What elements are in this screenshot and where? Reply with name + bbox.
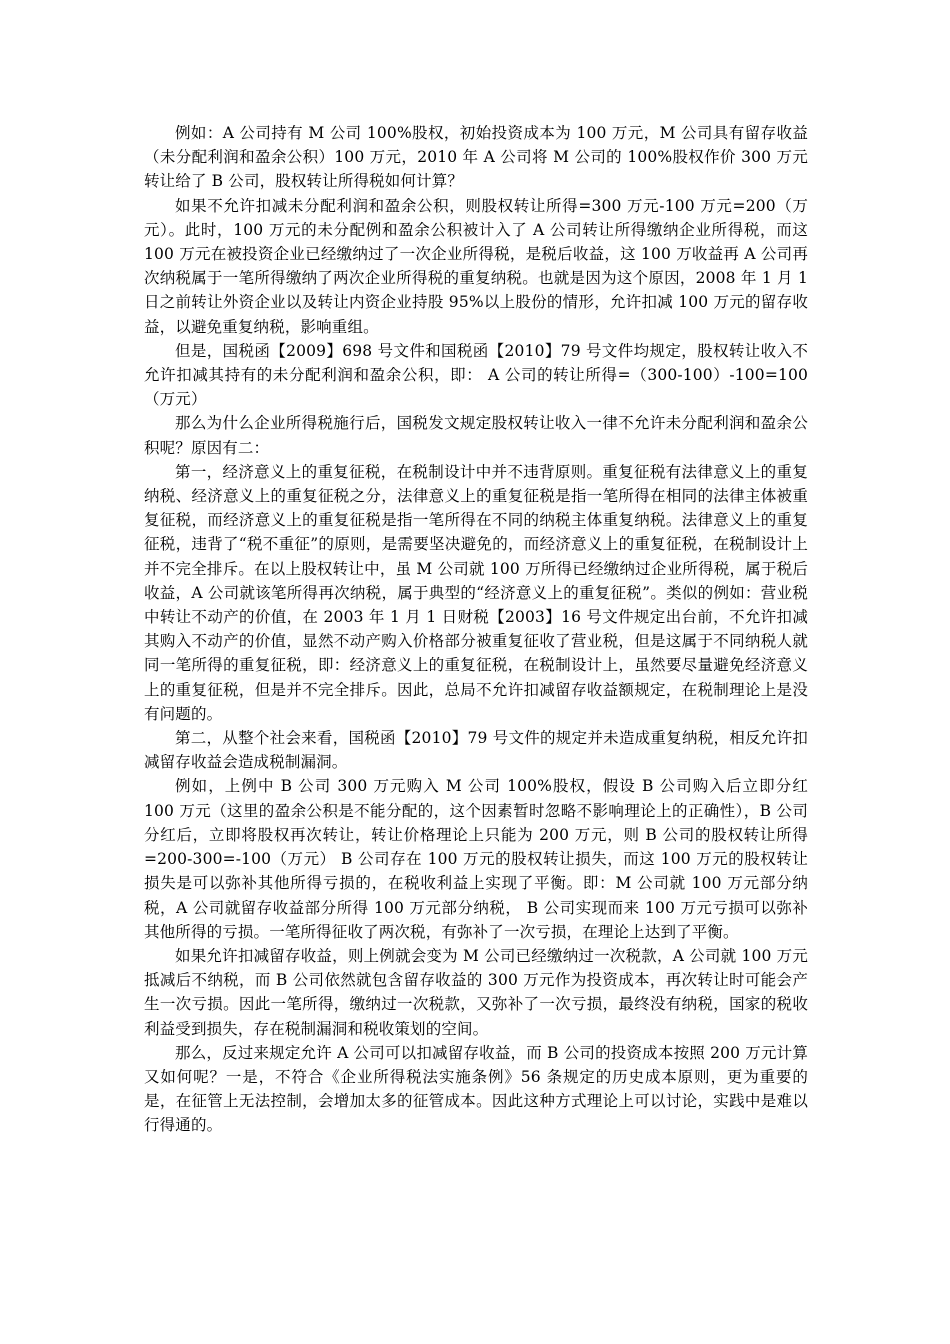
paragraph-reason-one: 第一，经济意义上的重复征税，在税制设计中并不违背原则。重复征税有法律意义上的重复纳税、经济意义上的重复征税之分，法律意义上的重复征税是指一笔所得在相同的法律主体被重复征税，而经济意义上的重复征税是指一笔所得在不同的纳税主体重复纳税。法律意义上的重复征税，违背了“税不重征”的原则，是需要坚决避免的，而经济意义上的重复征税，在税制设计上并不完全排斥。在以上股权转让中，虽 M 公司就 100 万所得已经缴纳过企业所得税，属于税后收益，A 公司就该笔所得再次纳税，属于典型的“经济意义上的重复征税”。类似的例如：营业税中转让不动产的价值，在 2003 年 1 月 1 日财税【2003】16 号文件规定出台前，不允许扣减其购入不动产的价值，显然不动产购入价格部分被重复征收了营业税，但是这属于不同纳税人就同一笔所得的重复征税，即：经济意义上的重复征税，在税制设计上，虽然要尽量避免经济意义上的重复征税，但是并不完全排斥。因此，总局不允许扣减留存收益额规定，在税制理论上是没有问题的。 [144, 462, 808, 723]
paragraph-conclusion: 那么，反过来规定允许 A 公司可以扣减留存收益，而 B 公司的投资成本按照 200 万元计算又如何呢？一是，不符合《企业所得税法实施条例》56 条规定的历史成本原则，更为重要的是，在征管上无法控制，会增加太多的征管成本。因此这种方式理论上可以讨论，实践中是难以行得通的。 [144, 1043, 808, 1135]
document-body [144, 121, 808, 1138]
paragraph-question: 那么为什么企业所得税施行后，国税发文规定股权转让收入一律不允许未分配利润和盈余公积呢？原因有二： [144, 414, 808, 457]
paragraph-no-deduction-case: 如果不允许扣减未分配利润和盈余公积，则股权转让所得=300 万元-100 万元=200（万元）。此时，100 万元的未分配例和盈余公积被计入了 A 公司转让所得缴纳企业所得税，而这 100 万元在被投资企业已经缴纳过了一次企业所得税，是税后收益，这 100 万收益再 A 公司再次纳税属于一笔所得缴纳了两次企业所得税的重复纳税。也就是因为这个原因，2008 年 1 月 1 日之前转让外资企业以及转让内资企业持股 95%以上股份的情形，允许扣减 100 万元的留存收益，以避免重复纳税，影响重组。 [144, 196, 808, 336]
paragraph-if-deduction-allowed: 如果允许扣减留存收益，则上例就会变为 M 公司已经缴纳过一次税款，A 公司就 100 万元抵减后不纳税，而 B 公司依然就包含留存收益的 300 万元作为投资成本，再次转让时可能会产生一次亏损。因此一笔所得，缴纳过一次税款，又弥补了一次亏损，最终没有纳税，国家的税收利益受到损失，存在税制漏洞和税收策划的空间。 [144, 946, 808, 1038]
paragraph-example-b-company: 例如，上例中 B 公司 300 万元购入 M 公司 100%股权，假设 B 公司购入后立即分红 100 万元（这里的盈余公积是不能分配的，这个因素暂时忽略不影响理论上的正确性），B 公司分红后，立即将股权再次转让，转让价格理论上只能为 200 万元，则 B 公司的股权转让所得=200-300=-100（万元） B 公司存在 100 万元的股权转让损失，而这 100 万元的股权转让损失是可以弥补其他所得亏损的，在税收利益上实现了平衡。即：M 公司就 100 万元部分纳税，A 公司就留存收益部分所得 100 万元部分纳税， B 公司实现而来 100 万元亏损可以弥补其他所得的亏损。一笔所得征收了两次税，有弥补了一次亏损，在理论上达到了平衡。 [144, 777, 808, 941]
paragraph-reason-two: 第二，从整个社会来看，国税函【2010】79 号文件的规定并未造成重复纳税，相反允许扣减留存收益会造成税制漏洞。 [144, 729, 808, 772]
paragraph-tax-circulars: 但是，国税函【2009】698 号文件和国税函【2010】79 号文件均规定，股权转让收入不允许扣减其持有的未分配利润和盈余公积，即： A 公司的转让所得=（300-100）-100=100（万元） [144, 341, 808, 409]
paragraph-example-intro: 例如：A 公司持有 M 公司 100%股权，初始投资成本为 100 万元，M 公司具有留存收益（未分配利润和盈余公积）100 万元，2010 年 A 公司将 M 公司的 100%股权作价 300 万元转让给了 B 公司，股权转让所得税如何计算？ [144, 124, 808, 191]
